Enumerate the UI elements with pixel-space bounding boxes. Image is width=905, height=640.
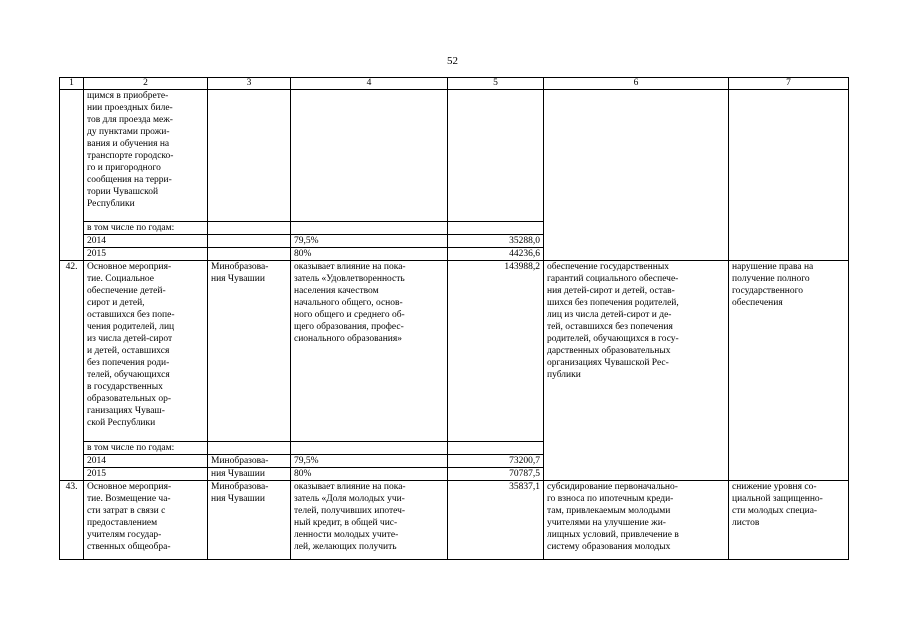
risk-cell: нарушение права на получение полного государственного обеспечения [729,261,849,481]
row-number: 42. [60,261,84,481]
indicator-impact: оказывает влияние на пока- затель «Удовлетворенность населения качеством начального общего, основ- ного общего и среднего об- щего образования, профес- сионального образования» [291,261,448,442]
indicator-value: 80% [291,468,448,481]
row-number: 43. [60,481,84,560]
indicator-value: 79,5% [291,235,448,248]
year-cell: 2015 [84,248,208,261]
table-row [60,90,849,222]
expected-result: субсидирование первоначально- го взноса по ипотечным креди- там, привлекаемым молодыми учителями на улучшение жи- лищных условий, привлечение в систему образования молодых [544,481,729,560]
risk-cell: снижение уровня со- циальной защищенно- сти молодых специа- листов [729,481,849,560]
funding-value: 35837,1 [448,481,544,560]
table-row [60,261,849,442]
executor-cell: Минобразова- ния Чувашии [208,261,291,442]
column-header: 2 [84,78,208,90]
executor-cell: Минобразова- [208,455,291,468]
table-row [60,481,849,560]
column-header: 1 [60,78,84,90]
page-number: 52 [447,55,458,67]
column-header-row [60,78,849,90]
funding-value: 143988,2 [448,261,544,442]
column-header: 4 [291,78,448,90]
indicator-value: 79,5% [291,455,448,468]
column-header: 7 [729,78,849,90]
indicator-impact: оказывает влияние на пока- затель «Доля молодых учи- телей, получивших ипотеч- ный кредит, в общей чис- ленности молодых учите- лей, желающих получить [291,481,448,560]
measure-description: Основное мероприя- тие. Социальное обеспечение детей- сирот и детей, оставшихся без попе- чения родителей, лиц из числа детей-сирот и детей, оставшихся без попечения роди- телей, обучающихся в государственных образовательных ор- ганизациях Чуваш- ской Республики [84,261,208,442]
measure-description: щимся в приобрете- нии проездных биле- тов для проезда меж- ду пунктами прожи- вания и обучения на транспорте городско- го и пригородного сообщения на терри- тории Чувашской Республики [84,90,208,222]
year-cell: 2015 [84,468,208,481]
year-cell: 2014 [84,235,208,248]
measure-description: Основное мероприя- тие. Возмещение ча- сти затрат в связи с предоставлением учителям государ- ственных общеобра- [84,481,208,560]
by-years-label: в том числе по годам: [84,222,208,235]
year-cell: 2014 [84,455,208,468]
column-header: 5 [448,78,544,90]
indicator-value: 80% [291,248,448,261]
executor-cell: Минобразова- ния Чувашии [208,481,291,560]
funding-value: 73200,7 [448,455,544,468]
column-header: 3 [208,78,291,90]
funding-value: 44236,6 [448,248,544,261]
by-years-label: в том числе по годам: [84,442,208,455]
funding-value: 70787,5 [448,468,544,481]
executor-cell: ния Чувашии [208,468,291,481]
funding-value: 35288,0 [448,235,544,248]
expected-result: обеспечение государственных гарантий социального обеспече- ния детей-сирот и детей, остав- шихся без попечения родителей, лиц из числа детей-сирот и де- тей, оставшихся без попечения родителей, обучающихся в госу- дарственных образовательных организациях Чувашской Рес- публики [544,261,729,481]
column-header: 6 [544,78,729,90]
program-measures-table [59,77,849,560]
